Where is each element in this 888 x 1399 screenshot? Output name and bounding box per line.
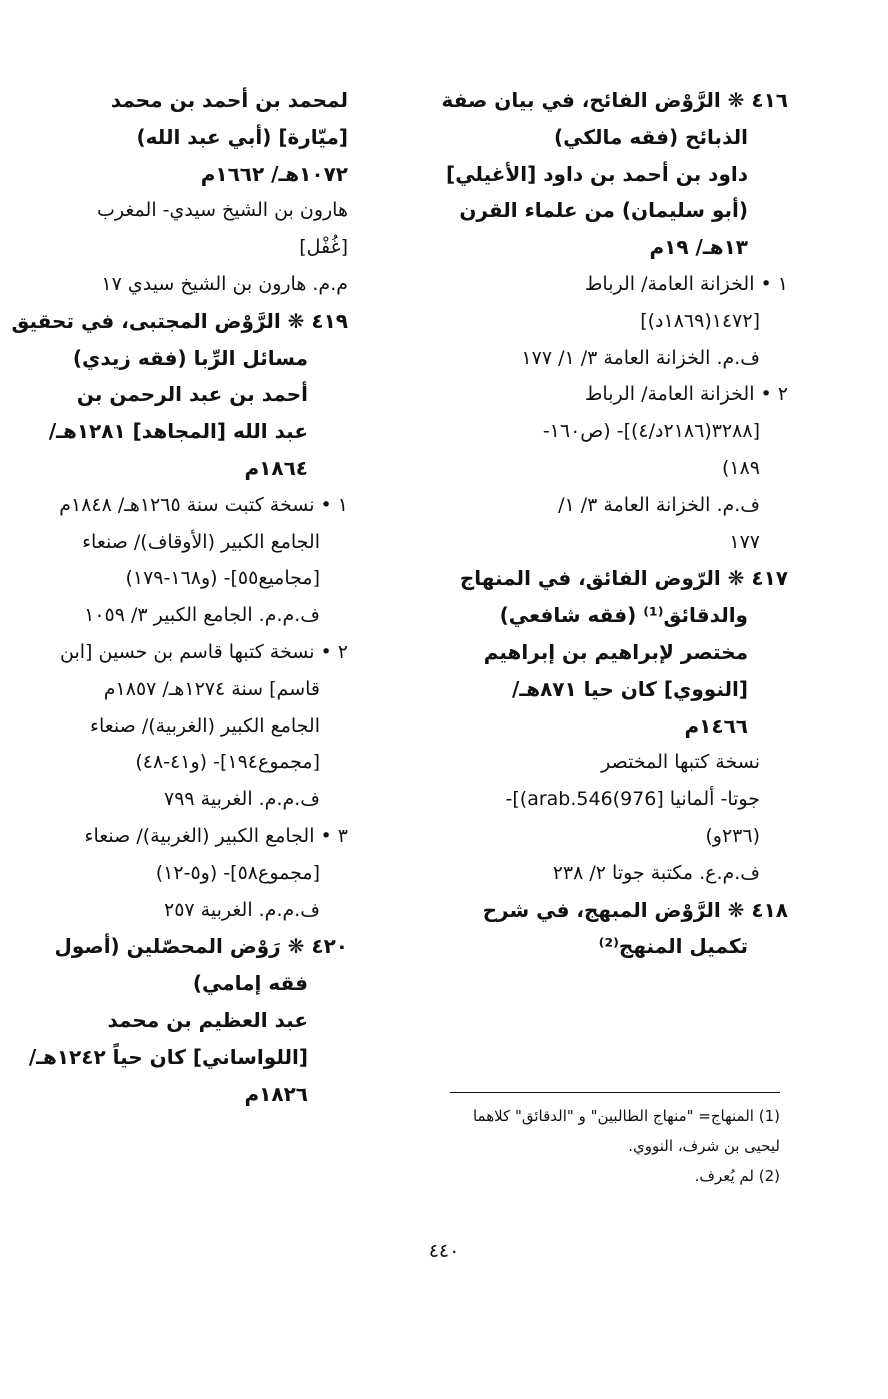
entry-text-line: ف.م.م. الغربية ٧٩٩ <box>164 788 320 811</box>
entry-heading-line: ٤٢٠ ❋ رَوْض المحصّلين (أصول <box>54 934 348 959</box>
entry-text-line: ف.م.ع. مكتبة جوتا ٢/ ٢٣٨ <box>552 861 760 884</box>
entry-text-line: ٢ • الخزانة العامة/ الرباط <box>584 383 788 406</box>
entry-text-line: [مجاميع٥٥]- (و١٦٨-١٧٩) <box>125 567 320 590</box>
entry-text-line: (٢٣٦و) <box>705 824 760 847</box>
entry-heading-line: ٤١٨ ❋ الرَّوْض المبهج، في شرح <box>482 897 788 922</box>
entry-text-line: ٣ • الجامع الكبير (الغربية)/ صنعاء <box>84 824 348 847</box>
footnote-line: ليحيى بن شرف، النووي. <box>628 1137 780 1155</box>
entry-text-line: [غُفْل] <box>299 236 348 259</box>
entry-text-line: الجامع الكبير (الغربية)/ صنعاء <box>90 714 320 737</box>
footnote-line: (2) لم يُعرف. <box>694 1167 780 1185</box>
entry-text-line: ١ • نسخة كتبت سنة ١٢٦٥هـ/ ١٨٤٨م <box>59 493 348 516</box>
entry-heading-line: ٤١٩ ❋ الرَّوْض المجتبى، في تحقيق <box>11 308 348 333</box>
entry-heading-line: ١٠٧٢هـ/ ١٦٦٢م <box>200 161 348 186</box>
entry-text-line: هارون بن الشيخ سيدي- المغرب <box>97 199 348 222</box>
entry-heading-line: ١٤٦٦م <box>684 713 748 738</box>
entry-heading-line: ٤١٦ ❋ الرَّوْض الفائح، في بيان صفة <box>441 88 788 112</box>
entry-text-line: ٢ • نسخة كتبها قاسم بن حسين [ابن <box>60 640 348 663</box>
entry-heading-line: ١٣هـ/ ١٩م <box>649 235 748 260</box>
entry-text-line: الجامع الكبير (الأوقاف)/ صنعاء <box>82 530 320 553</box>
footnote-rule <box>450 1092 780 1093</box>
entry-text-line: [١٤٧٢(١٨٦٩د)] <box>640 309 760 332</box>
entry-heading-line: والدقائق⁽¹⁾ (فقه شافعي) <box>499 603 748 628</box>
entry-text-line: ف.م. الخزانة العامة ٣/ ١/ ١٧٧ <box>521 346 760 369</box>
entry-heading-line: ٤١٧ ❋ الرّوض الفائق، في المنهاج <box>459 566 788 591</box>
entry-heading-line: [ميّارة] (أبي عبد الله) <box>136 124 348 149</box>
entry-text-line: ف.م.م. الجامع الكبير ٣/ ١٠٥٩ <box>84 604 320 627</box>
page-number: ٤٤٠ <box>428 1240 460 1262</box>
entry-text-line: م.م. هارون بن الشيخ سيدي ١٧ <box>101 272 348 295</box>
entry-heading-line: ١٨٢٦م <box>244 1081 308 1106</box>
entry-heading-line: مسائل الرِّبا (فقه زيدي) <box>72 345 308 370</box>
entry-heading-line: مختصر لإبراهيم بن إبراهيم <box>483 639 748 664</box>
entry-heading-line: الذبائح (فقه مالكي) <box>554 124 748 149</box>
entry-text-line: ف.م.م. الغربية ٢٥٧ <box>164 898 320 921</box>
entry-text-line: [مجموع١٩٤]- (و٤١-٤٨) <box>135 751 320 774</box>
left-column <box>11 82 348 1112</box>
entry-text-line: [٣٢٨٨(٢١٨٦د/٤)]- (ص١٦٠- <box>542 420 760 443</box>
entry-heading-line: عبد العظيم بن محمد <box>107 1007 308 1032</box>
entry-text-line: قاسم] سنة ١٢٧٤هـ/ ١٨٥٧م <box>103 677 320 700</box>
footnotes <box>450 1092 780 1191</box>
entry-heading-line: داود بن أحمد بن داود [الأغيلي] <box>446 161 748 186</box>
entry-heading-line: [النووي] كان حيا ٨٧١هـ/ <box>512 676 748 701</box>
entry-text-line: [مجموع٥٨]- (و٥-١٢) <box>155 861 320 884</box>
entry-heading-line: عبد الله [المجاهد] ١٢٨١هـ/ <box>48 419 308 444</box>
entry-text-line: جوتا- ألمانيا [976)arab.546)]- <box>505 788 760 811</box>
entry-text-line: ١ • الخزانة العامة/ الرباط <box>584 272 788 295</box>
entry-heading-line: أحمد بن عبد الرحمن بن <box>76 382 308 407</box>
entry-text-line: نسخة كتبها المختصر <box>601 751 760 774</box>
entry-text-line: ١٧٧ <box>729 530 760 553</box>
entry-heading-line: [اللواساني] كان حياً ١٢٤٢هـ/ <box>28 1044 308 1069</box>
entry-heading-line: فقه إمامي) <box>192 971 308 996</box>
right-column <box>441 82 788 965</box>
footnote-line: (1) المنهاج= "منهاج الطالبين" و "الدقائق" كلاهما <box>472 1107 780 1125</box>
entry-heading-line: ١٨٦٤م <box>244 455 308 480</box>
entry-heading-line: لمحمد بن أحمد بن محمد <box>110 88 348 112</box>
entry-heading-line: (أبو سليمان) من علماء القرن <box>459 198 748 223</box>
entry-heading-line: تكميل المنهج⁽²⁾ <box>598 934 748 959</box>
entry-text-line: ١٨٩) <box>721 456 760 479</box>
entry-text-line: ف.م. الخزانة العامة ٣/ ١/ <box>558 493 760 516</box>
